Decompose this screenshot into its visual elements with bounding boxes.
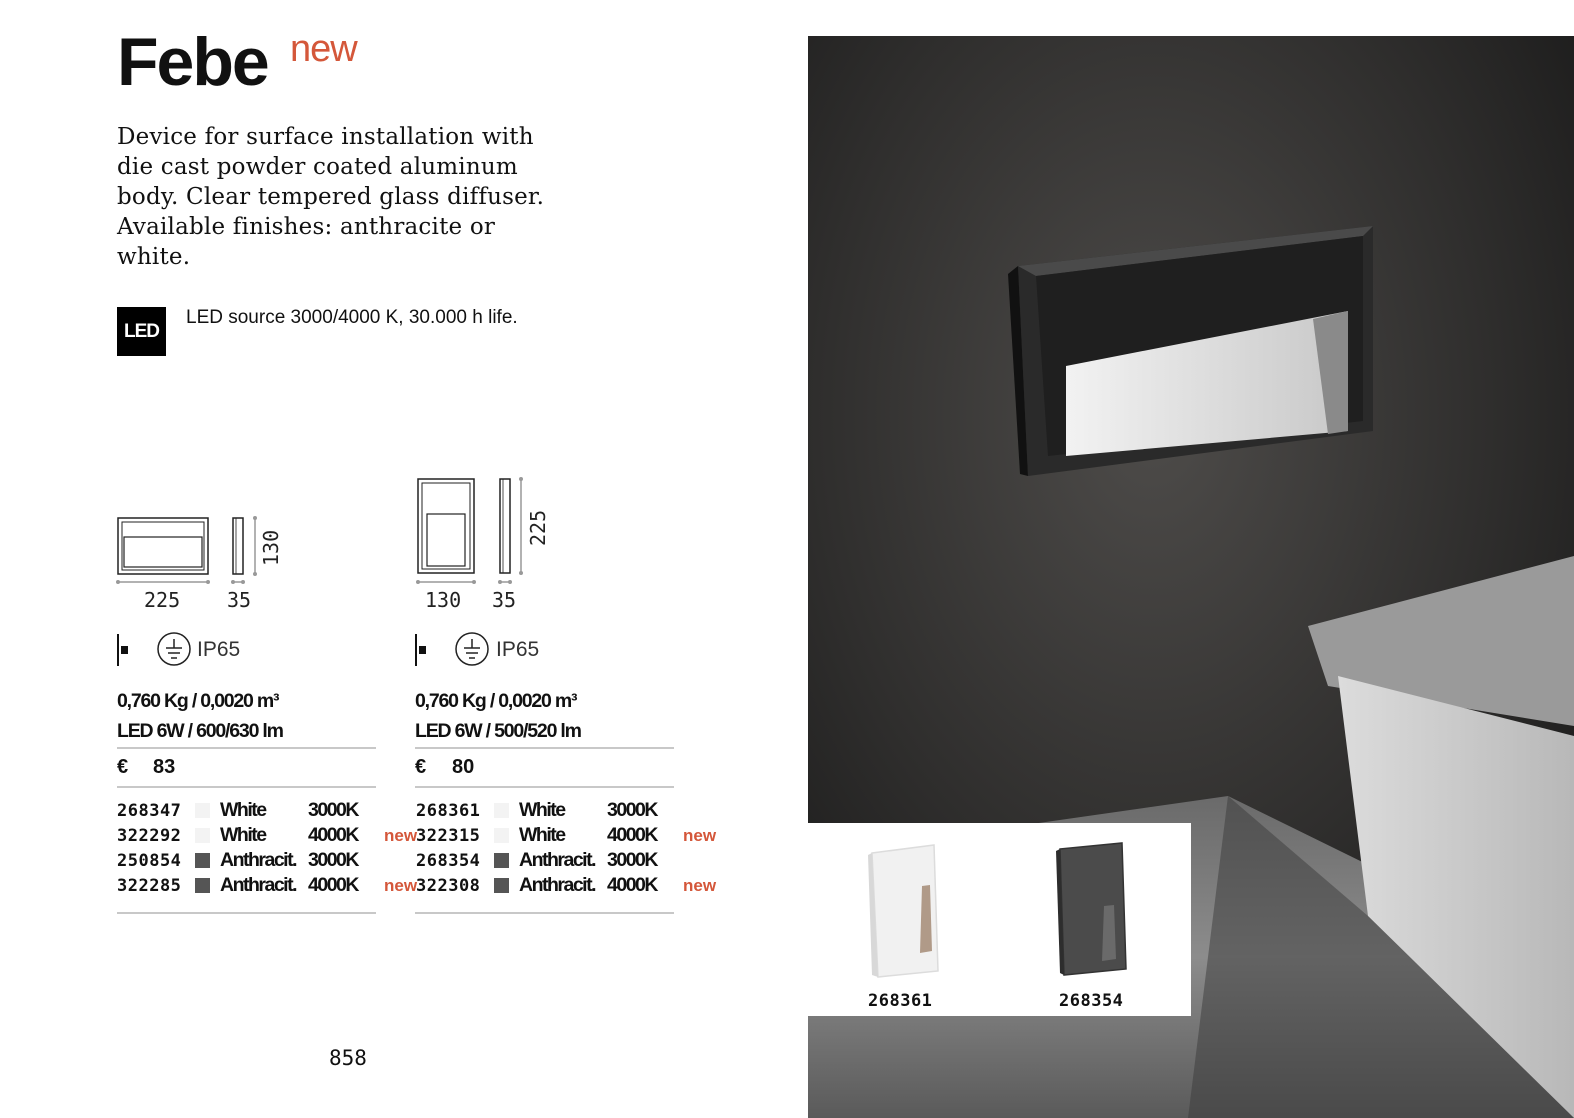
weight-volume: 0,760 Kg / 0,0020 m³ [415,690,577,712]
new-badge: new [290,28,357,70]
divider [415,912,674,914]
variant-new-badge: new [384,825,418,845]
led-icon: LED [117,307,166,356]
product-description: Device for surface installation with die cast powder coated aluminum body. Clear tempered glass diffuser. Available finishes: anthracite or white. [117,124,545,270]
variant-row [117,823,417,848]
variant-row [416,848,716,873]
variant-list [416,798,716,898]
finish-swatch-white [494,803,509,818]
variant-code: 322285 [117,875,182,896]
variant-code: 250854 [117,850,182,871]
white-fixture-image [866,841,946,981]
variant-finish: Anthracit. [519,874,596,896]
page-number: 858 [329,1046,367,1070]
variant-row [117,848,417,873]
variant-temp: 3000K [308,799,358,821]
dim-depth-label: 35 [227,588,252,612]
variant-new-badge: new [683,875,717,895]
finish-swatch-anthracite [195,878,210,893]
variant-temp: 4000K [308,874,358,896]
divider [117,747,376,749]
finish-swatch-white [195,828,210,843]
variant-finish: Anthracit. [519,849,596,871]
weight-volume: 0,760 Kg / 0,0020 m³ [117,690,279,712]
variant-code: 268347 [117,800,182,821]
variant-code: 322292 [117,825,182,846]
finish-swatch-white [195,803,210,818]
power-lumen: LED 6W / 600/630 lm [117,720,283,742]
horizontal-dimension-drawing [115,512,275,588]
variant-code: 268361 [416,800,481,821]
currency-symbol: € [117,756,129,778]
power-lumen: LED 6W / 500/520 lm [415,720,581,742]
variant-temp: 4000K [607,824,657,846]
dim-height-label: 130 [259,529,283,566]
price-value: 80 [452,756,475,778]
finish-swatch-anthracite [494,853,509,868]
anthracite-fixture-image [1052,841,1132,981]
variant-temp: 3000K [308,849,358,871]
ip-rating: IP65 [197,638,241,661]
ground-icon [157,632,193,668]
finish-swatch-anthracite [494,878,509,893]
dim-depth-label: 35 [492,588,517,612]
dim-width-label: 130 [425,588,462,612]
vertical-dimension-drawing [414,474,574,588]
variant-finish: White [220,799,266,821]
variant-row [416,798,716,823]
wall-mount-icon [414,632,454,668]
variant-finish: Anthracit. [220,874,297,896]
finish-swatch-anthracite [195,853,210,868]
ip-rating: IP65 [496,638,540,661]
dim-height-label: 225 [526,509,550,546]
variant-new-badge: new [683,825,717,845]
product-title: Febe [117,24,268,100]
variant-temp: 3000K [607,849,657,871]
divider [117,912,376,914]
variant-row [117,873,417,898]
variant-temp: 3000K [607,799,657,821]
variant-finish: Anthracit. [220,849,297,871]
variant-finish: White [519,824,565,846]
price-value: 83 [153,756,176,778]
divider [415,747,674,749]
variant-finish: White [519,799,565,821]
variant-row [117,798,417,823]
led-source-text: LED source 3000/4000 K, 30.000 h life. [186,307,518,328]
divider [117,786,376,788]
variant-row [416,823,716,848]
variant-list [117,798,417,898]
variant-inset [808,823,1191,1016]
dim-width-label: 225 [144,588,181,612]
variant-code: 322308 [416,875,481,896]
ground-icon [455,632,491,668]
divider [415,786,674,788]
variant-temp: 4000K [308,824,358,846]
inset-code-white: 268361 [868,991,933,1011]
inset-code-anthracite: 268354 [1059,991,1124,1011]
variant-code: 322315 [416,825,481,846]
currency-symbol: € [415,756,427,778]
variant-temp: 4000K [607,874,657,896]
variant-new-badge: new [384,875,418,895]
variant-code: 268354 [416,850,481,871]
variant-row [416,873,716,898]
variant-finish: White [220,824,266,846]
finish-swatch-white [494,828,509,843]
